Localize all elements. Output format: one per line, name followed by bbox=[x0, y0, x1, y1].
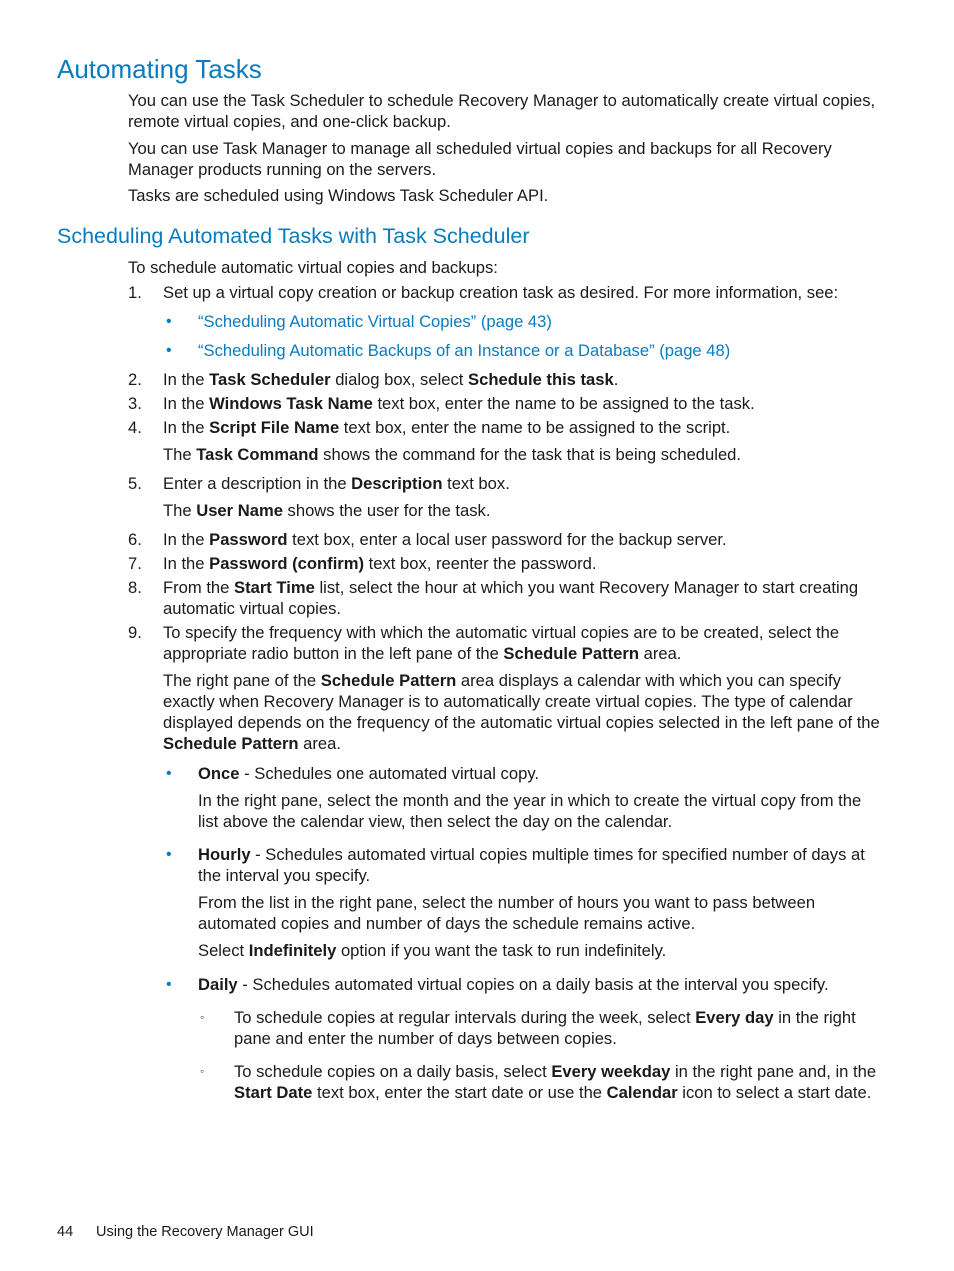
hourly-note-2: Select Indefinitely option if you want the task to run indefinitely. bbox=[198, 941, 667, 960]
page-title: Automating Tasks bbox=[57, 54, 262, 84]
step-8-text: From the Start Time list, select the hour at which you want Recovery Manager to start creating automatic virtual copies. bbox=[163, 578, 859, 618]
section-title: Scheduling Automated Tasks with Task Scheduler bbox=[57, 224, 530, 248]
step-4-text: In the Script File Name text box, enter the name to be assigned to the script. bbox=[163, 418, 731, 437]
step-number: 8. bbox=[128, 578, 142, 597]
step-3-text: In the Windows Task Name text box, enter the name to be assigned to the task. bbox=[163, 394, 755, 413]
intro-paragraph-3: Tasks are scheduled using Windows Task Scheduler API. bbox=[128, 186, 549, 205]
daily-sub-1: To schedule copies at regular intervals during the week, select Every day in the right pane and enter the number of days between copies. bbox=[234, 1008, 856, 1048]
bullet-icon: • bbox=[166, 846, 172, 863]
circle-bullet-icon: ◦ bbox=[200, 1010, 205, 1024]
step-number: 4. bbox=[128, 418, 142, 437]
step-number: 9. bbox=[128, 623, 142, 642]
step-9-text: To specify the frequency with which the automatic virtual copies are to be created, select the appropriate radio button in the left pane of the Schedule Pattern area. bbox=[163, 623, 840, 663]
lead-text: To schedule automatic virtual copies and backups: bbox=[128, 258, 498, 277]
daily-sub-2: To schedule copies on a daily basis, select Every weekday in the right pane and, in the Start Date text box, enter the start date or use the Calendar icon to select a start date. bbox=[234, 1062, 877, 1102]
footer-text: Using the Recovery Manager GUI bbox=[96, 1224, 314, 1240]
daily-item: Daily - Schedules automated virtual copies on a daily basis at the interval you specify. bbox=[198, 975, 829, 994]
intro-paragraph-2: You can use Task Manager to manage all scheduled virtual copies and backups for all Recovery Manager products running on the servers. bbox=[128, 139, 832, 179]
step-number: 7. bbox=[128, 554, 142, 573]
step-6-text: In the Password text box, enter a local user password for the backup server. bbox=[163, 530, 727, 549]
step-2-text: In the Task Scheduler dialog box, select Schedule this task. bbox=[163, 370, 619, 389]
step-9-note: The right pane of the Schedule Pattern area displays a calendar with which you can specify exactly when Recovery Manager is to automatically create virtual copies. The type of calendar displayed depends on the frequency of the automatic virtual copies selected in the left pane of the Schedule Pattern area. bbox=[163, 671, 880, 753]
bullet-icon: • bbox=[166, 313, 172, 330]
bullet-icon: • bbox=[166, 976, 172, 993]
step-number: 2. bbox=[128, 370, 142, 389]
step-number: 1. bbox=[128, 283, 142, 302]
hourly-item: Hourly - Schedules automated virtual copies multiple times for specified number of days at the interval you specify. bbox=[198, 845, 865, 885]
step-number: 3. bbox=[128, 394, 142, 413]
page-number: 44 bbox=[57, 1224, 74, 1240]
step-number: 6. bbox=[128, 530, 142, 549]
intro-paragraph-1: You can use the Task Scheduler to schedule Recovery Manager to automatically create virtual copies, remote virtual copies, and one-click backup. bbox=[128, 91, 876, 131]
once-item: Once - Schedules one automated virtual copy. bbox=[198, 764, 539, 783]
hourly-note-1: From the list in the right pane, select the number of hours you want to pass between automated copies and number of days the schedule remains active. bbox=[198, 893, 816, 933]
step-5-text: Enter a description in the Description text box. bbox=[163, 474, 510, 493]
bullet-icon: • bbox=[166, 342, 172, 359]
step-1-text: Set up a virtual copy creation or backup creation task as desired. For more information, see: bbox=[163, 283, 839, 302]
bullet-icon: • bbox=[166, 765, 172, 782]
step-5-note: The User Name shows the user for the task. bbox=[163, 501, 491, 520]
link-virtual-copies[interactable]: “Scheduling Automatic Virtual Copies” (page 43) bbox=[198, 312, 552, 331]
circle-bullet-icon: ◦ bbox=[200, 1064, 205, 1078]
step-7-text: In the Password (confirm) text box, reenter the password. bbox=[163, 554, 597, 573]
once-note: In the right pane, select the month and the year in which to create the virtual copy from the list above the calendar view, then select the day on the calendar. bbox=[198, 791, 862, 831]
link-backups[interactable]: “Scheduling Automatic Backups of an Instance or a Database” (page 48) bbox=[198, 341, 731, 360]
step-4-note: The Task Command shows the command for the task that is being scheduled. bbox=[163, 445, 742, 464]
step-number: 5. bbox=[128, 474, 142, 493]
